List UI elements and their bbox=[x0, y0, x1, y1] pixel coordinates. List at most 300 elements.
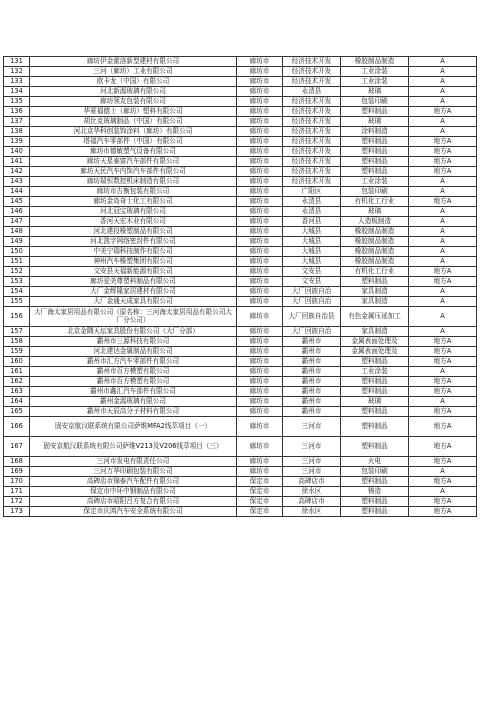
company-name: 廊坊市德敏塑气设备有限公司 bbox=[30, 147, 237, 157]
enterprise-table-sheet bbox=[3, 56, 476, 517]
rating-level: 地方A bbox=[409, 267, 477, 277]
rating-level: A bbox=[409, 257, 477, 267]
company-name: 廊坊伊金霍洛新型建材有限公司 bbox=[30, 57, 237, 67]
city-name: 廊坊市 bbox=[237, 137, 283, 147]
district-name: 文安县 bbox=[283, 267, 341, 277]
district-name: 经济技术开发 bbox=[283, 67, 341, 77]
district-name: 文安县 bbox=[283, 277, 341, 287]
district-name: 经济技术开发 bbox=[283, 127, 341, 137]
row-number: 168 bbox=[4, 457, 30, 467]
company-name: 大厂金通天成家具有限公司 bbox=[30, 297, 237, 307]
rating-level: 地方A bbox=[409, 357, 477, 367]
table-row bbox=[4, 467, 477, 477]
table-row bbox=[4, 417, 477, 437]
city-name: 廊坊市 bbox=[237, 207, 283, 217]
city-name: 保定市 bbox=[237, 477, 283, 487]
table-row bbox=[4, 97, 477, 107]
rating-level: A bbox=[409, 187, 477, 197]
city-name: 廊坊市 bbox=[237, 117, 283, 127]
industry-name: 塑料制品 bbox=[341, 417, 409, 437]
row-number: 170 bbox=[4, 477, 30, 487]
city-name: 廊坊市 bbox=[237, 177, 283, 187]
table-row bbox=[4, 237, 477, 247]
rating-level: 地方A bbox=[409, 497, 477, 507]
district-name: 大厂回族自治 bbox=[283, 287, 341, 297]
row-number: 146 bbox=[4, 207, 30, 217]
city-name: 廊坊市 bbox=[237, 257, 283, 267]
city-name: 廊坊市 bbox=[237, 157, 283, 167]
industry-name: 塑料制品 bbox=[341, 157, 409, 167]
table-row bbox=[4, 357, 477, 367]
industry-name: 有机化工行业 bbox=[341, 267, 409, 277]
company-name: 河北京华科创装饰涂料（廊坊）有限公司 bbox=[30, 127, 237, 137]
rating-level: 地方A bbox=[409, 277, 477, 287]
district-name: 大厂回族自治 bbox=[283, 327, 341, 337]
company-name: 河北建达金属制品有限公司 bbox=[30, 347, 237, 357]
industry-name: 塑料制品 bbox=[341, 387, 409, 397]
city-name: 廊坊市 bbox=[237, 247, 283, 257]
city-name: 廊坊市 bbox=[237, 167, 283, 177]
rating-level: A bbox=[409, 117, 477, 127]
row-number: 151 bbox=[4, 257, 30, 267]
rating-level: A bbox=[409, 227, 477, 237]
table-row bbox=[4, 247, 477, 257]
district-name: 大厂回族自治县 bbox=[283, 307, 341, 327]
rating-level: A bbox=[409, 207, 477, 217]
row-number: 147 bbox=[4, 217, 30, 227]
table-row bbox=[4, 207, 477, 217]
industry-name: 橡胶制品制造 bbox=[341, 247, 409, 257]
rating-level: A bbox=[409, 77, 477, 87]
industry-name: 家具制造 bbox=[341, 297, 409, 307]
district-name: 经济技术开发 bbox=[283, 77, 341, 87]
city-name: 廊坊市 bbox=[237, 417, 283, 437]
district-name: 大城县 bbox=[283, 247, 341, 257]
city-name: 廊坊市 bbox=[237, 97, 283, 107]
rating-level: 地方A bbox=[409, 457, 477, 467]
table-row bbox=[4, 167, 477, 177]
rating-level: A bbox=[409, 467, 477, 477]
row-number: 169 bbox=[4, 467, 30, 477]
district-name: 香河县 bbox=[283, 217, 341, 227]
industry-name: 塑料制品 bbox=[341, 437, 409, 457]
city-name: 廊坊市 bbox=[237, 217, 283, 227]
industry-name: 塑料制品 bbox=[341, 147, 409, 157]
row-number: 145 bbox=[4, 197, 30, 207]
rating-level: A bbox=[409, 97, 477, 107]
city-name: 廊坊市 bbox=[237, 307, 283, 327]
city-name: 廊坊市 bbox=[237, 127, 283, 137]
city-name: 廊坊市 bbox=[237, 227, 283, 237]
table-row bbox=[4, 437, 477, 457]
city-name: 廊坊市 bbox=[237, 327, 283, 337]
table-row bbox=[4, 227, 477, 237]
row-number: 140 bbox=[4, 147, 30, 157]
industry-name: 塑料制品 bbox=[341, 137, 409, 147]
industry-name: 塑料制品 bbox=[341, 277, 409, 287]
table-row bbox=[4, 187, 477, 197]
company-name: 河北建投橡塑制品有限公司 bbox=[30, 227, 237, 237]
city-name: 保定市 bbox=[237, 507, 283, 517]
row-number: 165 bbox=[4, 407, 30, 417]
table-row bbox=[4, 147, 477, 157]
row-number: 139 bbox=[4, 137, 30, 147]
table-row bbox=[4, 387, 477, 397]
company-name: 霸州市鑫汇汽车部件有限公司 bbox=[30, 387, 237, 397]
city-name: 保定市 bbox=[237, 497, 283, 507]
industry-name: 家具制造 bbox=[341, 327, 409, 337]
rating-level: 地方A bbox=[409, 107, 477, 117]
city-name: 廊坊市 bbox=[237, 87, 283, 97]
city-name: 廊坊市 bbox=[237, 397, 283, 407]
district-name: 大城县 bbox=[283, 227, 341, 237]
industry-name: 塑料制品 bbox=[341, 377, 409, 387]
company-name: 香河天宏木业有限公司 bbox=[30, 217, 237, 227]
district-name: 霸州市 bbox=[283, 367, 341, 377]
table-row bbox=[4, 347, 477, 357]
row-number: 156 bbox=[4, 307, 30, 327]
rating-level: 地方A bbox=[409, 507, 477, 517]
industry-name: 玻璃 bbox=[341, 207, 409, 217]
table-row bbox=[4, 157, 477, 167]
industry-name: 工业涂装 bbox=[341, 77, 409, 87]
company-name: 廊坊天星泰富汽车部件有限公司 bbox=[30, 157, 237, 167]
table-row bbox=[4, 497, 477, 507]
row-number: 162 bbox=[4, 377, 30, 387]
city-name: 廊坊市 bbox=[237, 457, 283, 467]
company-name: 霸州市天辰高分子材料有限公司 bbox=[30, 407, 237, 417]
rating-level: A bbox=[409, 127, 477, 137]
row-number: 135 bbox=[4, 97, 30, 107]
industry-name: 人造板制造 bbox=[341, 217, 409, 227]
city-name: 廊坊市 bbox=[237, 187, 283, 197]
city-name: 廊坊市 bbox=[237, 147, 283, 157]
rating-level: A bbox=[409, 247, 477, 257]
industry-name: 涂料制造 bbox=[341, 127, 409, 137]
city-name: 廊坊市 bbox=[237, 387, 283, 397]
rating-level: 地方A bbox=[409, 347, 477, 357]
district-name: 经济技术开发 bbox=[283, 157, 341, 167]
company-name: 大厂金辉隆家居建材有限公司 bbox=[30, 287, 237, 297]
district-name: 大城县 bbox=[283, 237, 341, 247]
table-row bbox=[4, 397, 477, 407]
company-name: 固安京航汉联系统有限公司萨维MFA2线萃项目（一） bbox=[30, 417, 237, 437]
company-name: 三河（廊坊）工业有限公司 bbox=[30, 67, 237, 77]
district-name: 徐水区 bbox=[283, 507, 341, 517]
company-name: 中美宁瑞科技制作有限公司 bbox=[30, 247, 237, 257]
row-number: 148 bbox=[4, 227, 30, 237]
industry-name: 塑料制品 bbox=[341, 507, 409, 517]
row-number: 143 bbox=[4, 177, 30, 187]
rating-level: 地方A bbox=[409, 197, 477, 207]
company-name: 廊坊天民汽车内饰汽车部件有限公司 bbox=[30, 167, 237, 177]
table-row bbox=[4, 367, 477, 377]
rating-level: A bbox=[409, 397, 477, 407]
district-name: 大厂回族自治 bbox=[283, 297, 341, 307]
row-number: 152 bbox=[4, 267, 30, 277]
district-name: 大城县 bbox=[283, 257, 341, 267]
district-name: 霸州市 bbox=[283, 377, 341, 387]
row-number: 160 bbox=[4, 357, 30, 367]
industry-name: 塑料制品 bbox=[341, 477, 409, 487]
rating-level: A bbox=[409, 287, 477, 297]
company-name: 华夏福德士（廊坊）塑料有限公司 bbox=[30, 107, 237, 117]
district-name: 霸州市 bbox=[283, 347, 341, 357]
district-name: 徐水区 bbox=[283, 487, 341, 497]
table-row bbox=[4, 297, 477, 307]
rating-level: 地方A bbox=[409, 387, 477, 397]
row-number: 144 bbox=[4, 187, 30, 197]
district-name: 霸州市 bbox=[283, 407, 341, 417]
row-number: 157 bbox=[4, 327, 30, 337]
rating-level: A bbox=[409, 57, 477, 67]
rating-level: A bbox=[409, 237, 477, 247]
industry-name: 橡胶制品制造 bbox=[341, 257, 409, 267]
row-number: 137 bbox=[4, 117, 30, 127]
company-name: 保定市中环中钢制品有限公司 bbox=[30, 487, 237, 497]
table-row bbox=[4, 107, 477, 117]
rating-level: A bbox=[409, 297, 477, 307]
table-row bbox=[4, 197, 477, 207]
industry-name: 玻璃 bbox=[341, 397, 409, 407]
district-name: 三河市 bbox=[283, 417, 341, 437]
industry-name: 家具制造 bbox=[341, 287, 409, 297]
district-name: 高碑店市 bbox=[283, 497, 341, 507]
district-name: 经济技术开发 bbox=[283, 57, 341, 67]
district-name: 永清县 bbox=[283, 207, 341, 217]
district-name: 永清县 bbox=[283, 87, 341, 97]
company-name: 廊坊金岛奇士化工有限公司 bbox=[30, 197, 237, 207]
city-name: 保定市 bbox=[237, 487, 283, 497]
rating-level: A bbox=[409, 327, 477, 337]
table-row bbox=[4, 277, 477, 287]
company-name: 霸州金源玻璃有限公司 bbox=[30, 397, 237, 407]
row-number: 167 bbox=[4, 437, 30, 457]
row-number: 136 bbox=[4, 107, 30, 117]
row-number: 138 bbox=[4, 127, 30, 137]
table-row bbox=[4, 67, 477, 77]
rating-level: A bbox=[409, 487, 477, 497]
table-row bbox=[4, 267, 477, 277]
table-row bbox=[4, 487, 477, 497]
city-name: 廊坊市 bbox=[237, 357, 283, 367]
industry-name: 包装印刷 bbox=[341, 467, 409, 477]
row-number: 132 bbox=[4, 67, 30, 77]
city-name: 廊坊市 bbox=[237, 407, 283, 417]
company-name: 塔福汽车零部件（中国）有限公司 bbox=[30, 137, 237, 147]
district-name: 三河市 bbox=[283, 457, 341, 467]
company-name: 霸州市百方模塑有限公司 bbox=[30, 377, 237, 387]
table-row bbox=[4, 457, 477, 467]
industry-name: 有机化工行业 bbox=[341, 197, 409, 207]
industry-name: 塑料制品 bbox=[341, 107, 409, 117]
table-row bbox=[4, 507, 477, 517]
rating-level: 地方A bbox=[409, 377, 477, 387]
district-name: 经济技术开发 bbox=[283, 97, 341, 107]
company-name: 高碑店市昭阳吕方复合有限公司 bbox=[30, 497, 237, 507]
row-number: 163 bbox=[4, 387, 30, 397]
company-name: 文安县天福新能源有限公司 bbox=[30, 267, 237, 277]
industry-name: 工业涂装 bbox=[341, 177, 409, 187]
table-row bbox=[4, 177, 477, 187]
industry-name: 橡胶制品制造 bbox=[341, 227, 409, 237]
rating-level: A bbox=[409, 67, 477, 77]
rating-level: A bbox=[409, 177, 477, 187]
row-number: 158 bbox=[4, 337, 30, 347]
row-number: 141 bbox=[4, 157, 30, 167]
company-name: 固安京航汉联系统有限公司萨维V213及V206线萃项目（三） bbox=[30, 437, 237, 457]
rating-level: A bbox=[409, 87, 477, 97]
city-name: 廊坊市 bbox=[237, 107, 283, 117]
city-name: 廊坊市 bbox=[237, 287, 283, 297]
industry-name: 金属表面处理及 bbox=[341, 337, 409, 347]
city-name: 廊坊市 bbox=[237, 267, 283, 277]
row-number: 142 bbox=[4, 167, 30, 177]
industry-name: 玻璃 bbox=[341, 87, 409, 97]
district-name: 高碑店市 bbox=[283, 477, 341, 487]
city-name: 廊坊市 bbox=[237, 377, 283, 387]
table-row bbox=[4, 377, 477, 387]
industry-name: 有色金属压延加工 bbox=[341, 307, 409, 327]
row-number: 159 bbox=[4, 347, 30, 357]
district-name: 霸州市 bbox=[283, 387, 341, 397]
industry-name: 塑料制品 bbox=[341, 357, 409, 367]
table-row bbox=[4, 307, 477, 327]
district-name: 经济技术开发 bbox=[283, 137, 341, 147]
district-name: 霸州市 bbox=[283, 337, 341, 347]
table-row bbox=[4, 217, 477, 227]
company-name: 三河市发电有限责任公司 bbox=[30, 457, 237, 467]
row-number: 173 bbox=[4, 507, 30, 517]
company-name: 胡比克玻璃制品（中国）有限公司 bbox=[30, 117, 237, 127]
district-name: 永清县 bbox=[283, 197, 341, 207]
industry-name: 塑料制品 bbox=[341, 497, 409, 507]
district-name: 经济技术开发 bbox=[283, 117, 341, 127]
company-name: 保定市庆鸿汽车安全系统有限公司 bbox=[30, 507, 237, 517]
industry-name: 工业涂装 bbox=[341, 67, 409, 77]
company-name: 河北冠宝玻璃有限公司 bbox=[30, 207, 237, 217]
rating-level: 地方A bbox=[409, 157, 477, 167]
company-name: 三河万华印刷包装有限公司 bbox=[30, 467, 237, 477]
company-name: 北京金隅天坛家具股份有限公司（大厂分部） bbox=[30, 327, 237, 337]
rating-level: A bbox=[409, 217, 477, 227]
table-row bbox=[4, 117, 477, 127]
industry-name: 塑料制品 bbox=[341, 167, 409, 177]
district-name: 霸州市 bbox=[283, 397, 341, 407]
table-row bbox=[4, 407, 477, 417]
rating-level: 地方A bbox=[409, 407, 477, 417]
industry-name: 火电 bbox=[341, 457, 409, 467]
row-number: 164 bbox=[4, 397, 30, 407]
row-number: 154 bbox=[4, 287, 30, 297]
city-name: 廊坊市 bbox=[237, 437, 283, 457]
city-name: 廊坊市 bbox=[237, 277, 283, 287]
company-name: 霸州市百方模塑有限公司 bbox=[30, 367, 237, 377]
row-number: 133 bbox=[4, 77, 30, 87]
table-row bbox=[4, 327, 477, 337]
table-row bbox=[4, 287, 477, 297]
rating-level: 地方A bbox=[409, 437, 477, 457]
city-name: 廊坊市 bbox=[237, 347, 283, 357]
rating-level: 地方A bbox=[409, 147, 477, 157]
company-name: 廊坊市古衡包装有限公司 bbox=[30, 187, 237, 197]
industry-name: 橡胶制品制造 bbox=[341, 57, 409, 67]
district-name: 广阳区 bbox=[283, 187, 341, 197]
district-name: 经济技术开发 bbox=[283, 177, 341, 187]
rating-level: 地方A bbox=[409, 137, 477, 147]
city-name: 廊坊市 bbox=[237, 197, 283, 207]
district-name: 三河市 bbox=[283, 467, 341, 477]
row-number: 150 bbox=[4, 247, 30, 257]
city-name: 廊坊市 bbox=[237, 337, 283, 347]
table-row bbox=[4, 257, 477, 267]
row-number: 155 bbox=[4, 297, 30, 307]
company-name: 河北凯宇网络密封件有限公司 bbox=[30, 237, 237, 247]
industry-name: 包装印刷 bbox=[341, 187, 409, 197]
row-number: 172 bbox=[4, 497, 30, 507]
row-number: 131 bbox=[4, 57, 30, 67]
company-name: 廊坊领友包装有限公司 bbox=[30, 97, 237, 107]
city-name: 廊坊市 bbox=[237, 57, 283, 67]
company-name: 神州汽车橡塑集团有限公司 bbox=[30, 257, 237, 267]
rating-level: A bbox=[409, 367, 477, 377]
rating-level: 地方A bbox=[409, 417, 477, 437]
district-name: 经济技术开发 bbox=[283, 147, 341, 157]
company-name: 大厂海太家居用品有限公司（原名称：三河海太家居用品有限公司大厂分公司） bbox=[30, 307, 237, 327]
city-name: 廊坊市 bbox=[237, 67, 283, 77]
industry-name: 工业涂装 bbox=[341, 367, 409, 377]
district-name: 霸州市 bbox=[283, 357, 341, 367]
district-name: 三河市 bbox=[283, 437, 341, 457]
industry-name: 金属表面处理及 bbox=[341, 347, 409, 357]
company-name: 霸州市汇方汽车零部件有限公司 bbox=[30, 357, 237, 367]
company-name: 廊坊瑞恒数控机床制造有限公司 bbox=[30, 177, 237, 187]
company-name: 霸州市三源科技有限公司 bbox=[30, 337, 237, 347]
industry-name: 塑料制品 bbox=[341, 407, 409, 417]
city-name: 廊坊市 bbox=[237, 77, 283, 87]
company-name: 廊坊爱美尊塑料制品有限公司 bbox=[30, 277, 237, 287]
industry-name: 包装印刷 bbox=[341, 97, 409, 107]
city-name: 廊坊市 bbox=[237, 297, 283, 307]
rating-level: 地方A bbox=[409, 477, 477, 487]
table-row bbox=[4, 127, 477, 137]
table-body bbox=[4, 57, 477, 517]
table-row bbox=[4, 137, 477, 147]
row-number: 149 bbox=[4, 237, 30, 247]
city-name: 廊坊市 bbox=[237, 367, 283, 377]
enterprise-table bbox=[3, 56, 477, 517]
table-row bbox=[4, 77, 477, 87]
row-number: 134 bbox=[4, 87, 30, 97]
district-name: 经济技术开发 bbox=[283, 167, 341, 177]
table-row bbox=[4, 87, 477, 97]
company-name: 高碑店市锦泰汽车配件有限公司 bbox=[30, 477, 237, 487]
row-number: 171 bbox=[4, 487, 30, 497]
industry-name: 玻璃 bbox=[341, 117, 409, 127]
row-number: 166 bbox=[4, 417, 30, 437]
industry-name: 铸造 bbox=[341, 487, 409, 497]
rating-level: A bbox=[409, 307, 477, 327]
city-name: 廊坊市 bbox=[237, 467, 283, 477]
company-name: 河北新源玻璃有限公司 bbox=[30, 87, 237, 97]
district-name: 经济技术开发 bbox=[283, 107, 341, 117]
rating-level: 地方A bbox=[409, 337, 477, 347]
city-name: 廊坊市 bbox=[237, 237, 283, 247]
table-row bbox=[4, 477, 477, 487]
rating-level: 地方A bbox=[409, 167, 477, 177]
row-number: 153 bbox=[4, 277, 30, 287]
industry-name: 橡胶制品制造 bbox=[341, 237, 409, 247]
